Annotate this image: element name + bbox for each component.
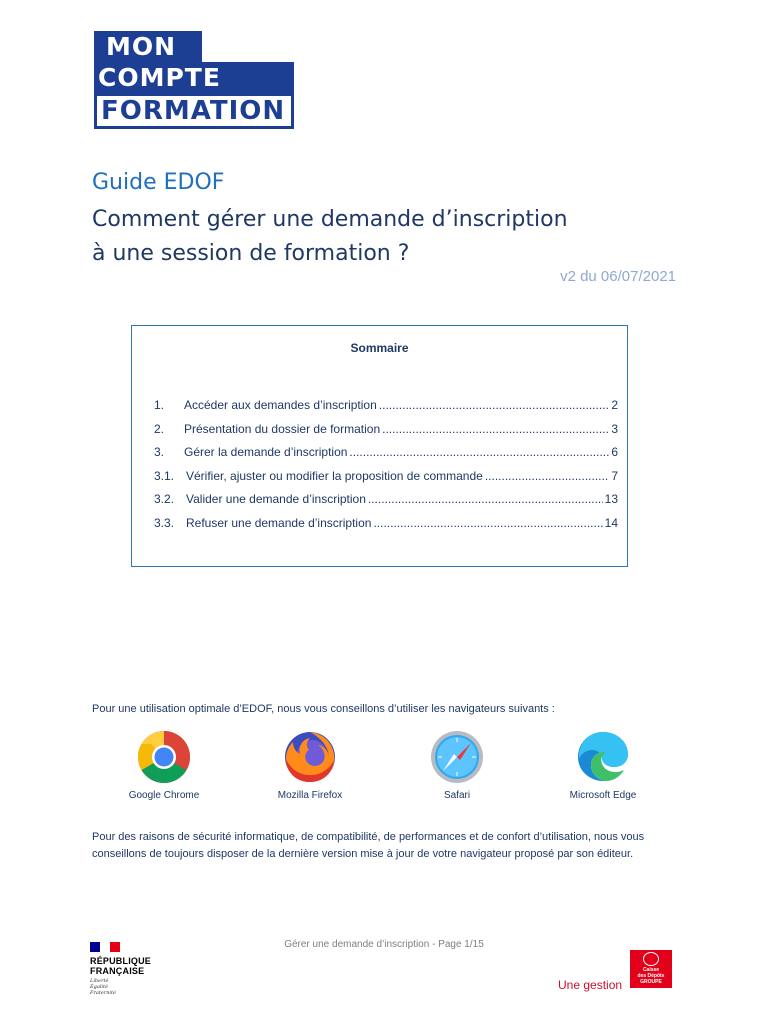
toc-item-page: 6 bbox=[611, 445, 618, 459]
toc-item-page: 13 bbox=[604, 492, 618, 506]
toc-item-label: Vérifier, ajuster ou modifier la proposition de commande bbox=[186, 468, 483, 483]
toc-item-page: 14 bbox=[604, 515, 618, 530]
version-date: v2 du 06/07/2021 bbox=[560, 268, 676, 285]
toc-item-label: Refuser une demande d’inscription bbox=[186, 515, 372, 530]
toc-item-page: 3 bbox=[611, 421, 618, 436]
browser-chrome bbox=[104, 730, 224, 801]
browsers-intro: Pour une utilisation optimale d’EDOF, nous vous conseillons d’utiliser les navigateurs suivants : bbox=[92, 703, 555, 715]
page-title-line-1: Comment gérer une demande d’inscription bbox=[92, 207, 568, 232]
toc-item[interactable] bbox=[154, 469, 618, 493]
toc-list bbox=[154, 398, 618, 539]
cdc-line-3: GROUPE bbox=[640, 979, 662, 985]
toc-item-label: Valider une demande d’inscription bbox=[186, 492, 366, 506]
toc-item-page: 7 bbox=[611, 468, 618, 483]
page-title-line-2: à une session de formation ? bbox=[92, 241, 410, 266]
toc-leader-dots bbox=[373, 516, 602, 530]
cdc-line-1: Caisse bbox=[642, 967, 660, 973]
guide-title: Guide EDOF bbox=[92, 170, 225, 195]
gestion-label: Une gestion bbox=[558, 978, 623, 992]
safari-icon bbox=[430, 730, 484, 784]
cdc-logo-text bbox=[630, 967, 672, 985]
edge-icon bbox=[576, 730, 630, 784]
toc-item-label: Gérer la demande d’inscription bbox=[184, 445, 348, 459]
browser-edge bbox=[543, 730, 663, 801]
toc-item[interactable] bbox=[154, 492, 618, 516]
toc-title: Sommaire bbox=[350, 341, 409, 355]
toc-item-label: Présentation du dossier de formation bbox=[184, 421, 381, 436]
browser-label: Microsoft Edge bbox=[569, 790, 637, 801]
french-flag-icon bbox=[90, 942, 120, 952]
rf-motto-3: Fraternité bbox=[90, 990, 116, 996]
toc-leader-dots bbox=[382, 422, 609, 436]
browser-safari bbox=[397, 730, 517, 801]
logo-line-3: FORMATION bbox=[94, 93, 294, 129]
toc-item[interactable] bbox=[154, 398, 618, 422]
cdc-line-2: des Dépôts bbox=[637, 973, 665, 979]
toc-item-number: 3.1. bbox=[154, 468, 175, 483]
caisse-des-depots-logo bbox=[630, 950, 672, 988]
firefox-icon bbox=[283, 730, 337, 784]
rf-motto-1: Liberté bbox=[90, 978, 109, 984]
browser-advice-text: Pour des raisons de sécurité informatique, de compatibilité, de performances et de confort d’utilisation, nous vous conseillons de toujours disposer de la dernière version mise à jour de votre navigateur proposé par son éditeur. bbox=[92, 831, 645, 860]
logo-line-1: MON bbox=[94, 31, 202, 62]
browser-label: Safari bbox=[443, 790, 471, 801]
toc-item-number: 3.3. bbox=[154, 515, 175, 530]
logo-line-2: COMPTE bbox=[94, 62, 294, 93]
cdc-seal-icon bbox=[643, 952, 659, 966]
browser-firefox bbox=[250, 730, 370, 801]
toc-item[interactable] bbox=[154, 445, 618, 469]
rf-motto bbox=[90, 978, 170, 996]
toc-item-page: 2 bbox=[611, 398, 618, 412]
toc-item[interactable] bbox=[154, 516, 618, 540]
toc-leader-dots bbox=[485, 469, 609, 483]
republique-francaise-logo bbox=[90, 942, 170, 996]
chrome-icon bbox=[137, 730, 191, 784]
mon-compte-formation-logo bbox=[94, 31, 294, 129]
toc-item-number: 1. bbox=[154, 398, 165, 412]
toc-item-label: Accéder aux demandes d’inscription bbox=[184, 398, 377, 412]
toc-item-number: 3.2. bbox=[154, 492, 175, 506]
footer-page-label: Gérer une demande d’inscription - Page 1/15 bbox=[284, 939, 484, 950]
rf-line-2: FRANÇAISE bbox=[90, 966, 145, 976]
table-of-contents bbox=[131, 325, 628, 567]
rf-motto-2: Égalité bbox=[90, 984, 108, 990]
toc-leader-dots bbox=[379, 398, 610, 412]
toc-leader-dots bbox=[349, 445, 609, 459]
toc-item-number: 2. bbox=[154, 421, 165, 436]
browser-label: Google Chrome bbox=[128, 790, 200, 801]
page-title bbox=[92, 203, 692, 271]
browser-label: Mozilla Firefox bbox=[277, 790, 343, 801]
toc-item-number: 3. bbox=[154, 445, 165, 459]
toc-leader-dots bbox=[368, 492, 603, 506]
toc-item[interactable] bbox=[154, 422, 618, 446]
rf-line-1: RÉPUBLIQUE bbox=[90, 956, 152, 966]
